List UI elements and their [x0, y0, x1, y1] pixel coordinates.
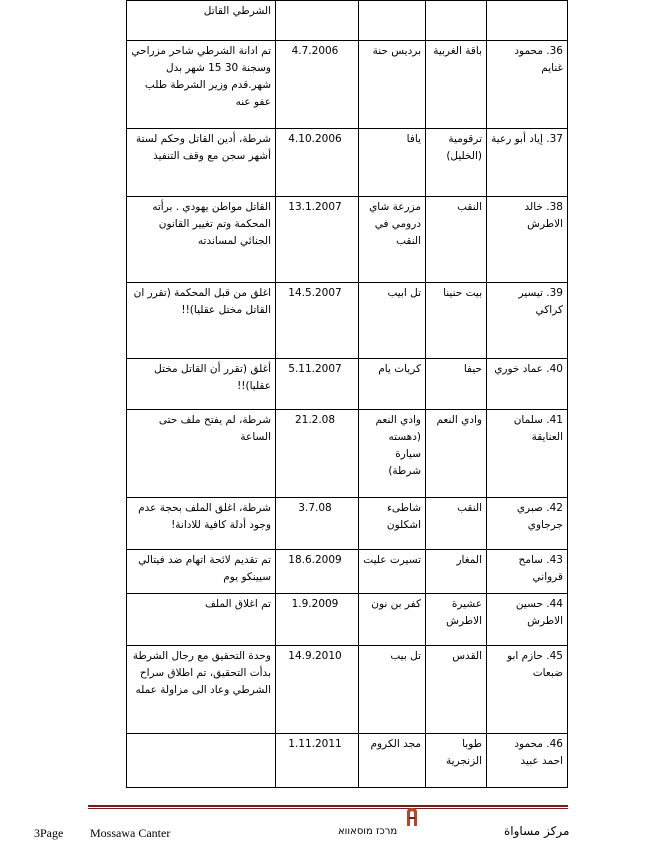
page-number: 3Page [34, 826, 64, 840]
footer-divider-thin [88, 808, 568, 809]
name-cell: 41. سلمان العنايقة [487, 410, 568, 498]
place-cell: كريات يام [359, 359, 426, 410]
note-cell: وحدة التحقيق مع رجال الشرطة بدأت التحقيق، تم اطلاق سراح الشرطي وعاد الى مزاولة عمله [127, 646, 276, 734]
note-cell: تم اغلاق الملف [127, 594, 276, 646]
date-cell: 5.11.2007 [276, 359, 359, 410]
name-cell: 42. صبري جرجاوي [487, 498, 568, 550]
city-cell: طوبا الزنجرية [426, 734, 487, 788]
table-row [127, 41, 568, 129]
place-cell [359, 1, 426, 41]
org-name-hebrew: מרכז מוסאווא [338, 826, 398, 837]
table-row [127, 734, 568, 788]
city-cell: المغار [426, 550, 487, 594]
table-row [127, 283, 568, 359]
note-cell: أغلق (تقرر أن القاتل مختل عقليا)!! [127, 359, 276, 410]
table-row [127, 498, 568, 550]
place-cell: مزرعة شاي درومي في النقب [359, 197, 426, 283]
table-row [127, 594, 568, 646]
org-name-english: Mossawa Canter [90, 826, 171, 840]
table-row [127, 197, 568, 283]
mossawa-logo-icon [404, 806, 420, 828]
note-cell: تم تقديم لائحة اتهام ضد فيتالي سيينكو يوم [127, 550, 276, 594]
name-cell: 39. تيسير كراكي [487, 283, 568, 359]
place-cell: برديس حنة [359, 41, 426, 129]
name-cell: 45. حازم ابو ضبعات [487, 646, 568, 734]
date-cell: 4.7.2006 [276, 41, 359, 129]
table-row [127, 646, 568, 734]
note-cell: اغلق من قبل المحكمة (تقرر ان القاتل مختل عقليا)!! [127, 283, 276, 359]
date-cell: 18.6.2009 [276, 550, 359, 594]
city-cell: النقب [426, 498, 487, 550]
name-cell: 43. سامح قرواني [487, 550, 568, 594]
footer-divider [88, 805, 568, 807]
name-cell [487, 1, 568, 41]
city-cell: عشيرة الاطرش [426, 594, 487, 646]
name-cell: 40. عماد خوري [487, 359, 568, 410]
note-cell: شرطة، اغلق الملف بحجة عدم وجود أدلة كافية للادانة! [127, 498, 276, 550]
city-cell [426, 1, 487, 41]
date-cell: 14.5.2007 [276, 283, 359, 359]
name-cell: 37. إياد أبو رعية [487, 129, 568, 197]
city-cell: ترقومية (الخليل) [426, 129, 487, 197]
city-cell: وادي النعم [426, 410, 487, 498]
place-cell: تل بيب [359, 646, 426, 734]
name-cell: 38. خالد الاطرش [487, 197, 568, 283]
note-cell [127, 734, 276, 788]
city-cell: القدس [426, 646, 487, 734]
table-row [127, 129, 568, 197]
name-cell: 36. محمود غنايم [487, 41, 568, 129]
place-cell: شاطىء اشكلون [359, 498, 426, 550]
name-cell: 44. حسين الاطرش [487, 594, 568, 646]
note-cell: شرطة، لم يفتح ملف حتى الساعة [127, 410, 276, 498]
date-cell: 3.7.08 [276, 498, 359, 550]
date-cell: 21.2.08 [276, 410, 359, 498]
place-cell: وادي النعم (دهسته سيارة شرطة) [359, 410, 426, 498]
date-cell: 1.11.2011 [276, 734, 359, 788]
org-name-arabic: مركز مساواة [504, 824, 570, 838]
table-row [127, 1, 568, 41]
note-cell: شرطة، أدين القاتل وحكم لستة أشهر سجن مع وقف التنفيذ [127, 129, 276, 197]
place-cell: تل ابيب [359, 283, 426, 359]
date-cell: 14.9.2010 [276, 646, 359, 734]
place-cell: تسيرت عليت [359, 550, 426, 594]
note-cell: الشرطي القاتل [127, 1, 276, 41]
city-cell: بيت حنينا [426, 283, 487, 359]
date-cell: 1.9.2009 [276, 594, 359, 646]
note-cell: القاتل مواطن يهودي . برأته المحكمة وتم تغيير القانون الجنائي لمساندته [127, 197, 276, 283]
date-cell [276, 1, 359, 41]
city-cell: حيفا [426, 359, 487, 410]
table-row [127, 359, 568, 410]
note-cell: تم ادانة الشرطي شاحر مزراحي وسجنة 30 15 شهر بدل شهر.قدم وزير الشرطة طلب عفو عنه [127, 41, 276, 129]
name-cell: 46. محمود احمد عبيد [487, 734, 568, 788]
city-cell: النقب [426, 197, 487, 283]
city-cell: باقة الغربية [426, 41, 487, 129]
table-row [127, 410, 568, 498]
date-cell: 13.1.2007 [276, 197, 359, 283]
place-cell: يافا [359, 129, 426, 197]
cases-table [126, 0, 568, 788]
place-cell: مجد الكروم [359, 734, 426, 788]
table-row [127, 550, 568, 594]
place-cell: كفر بن نون [359, 594, 426, 646]
date-cell: 4.10.2006 [276, 129, 359, 197]
